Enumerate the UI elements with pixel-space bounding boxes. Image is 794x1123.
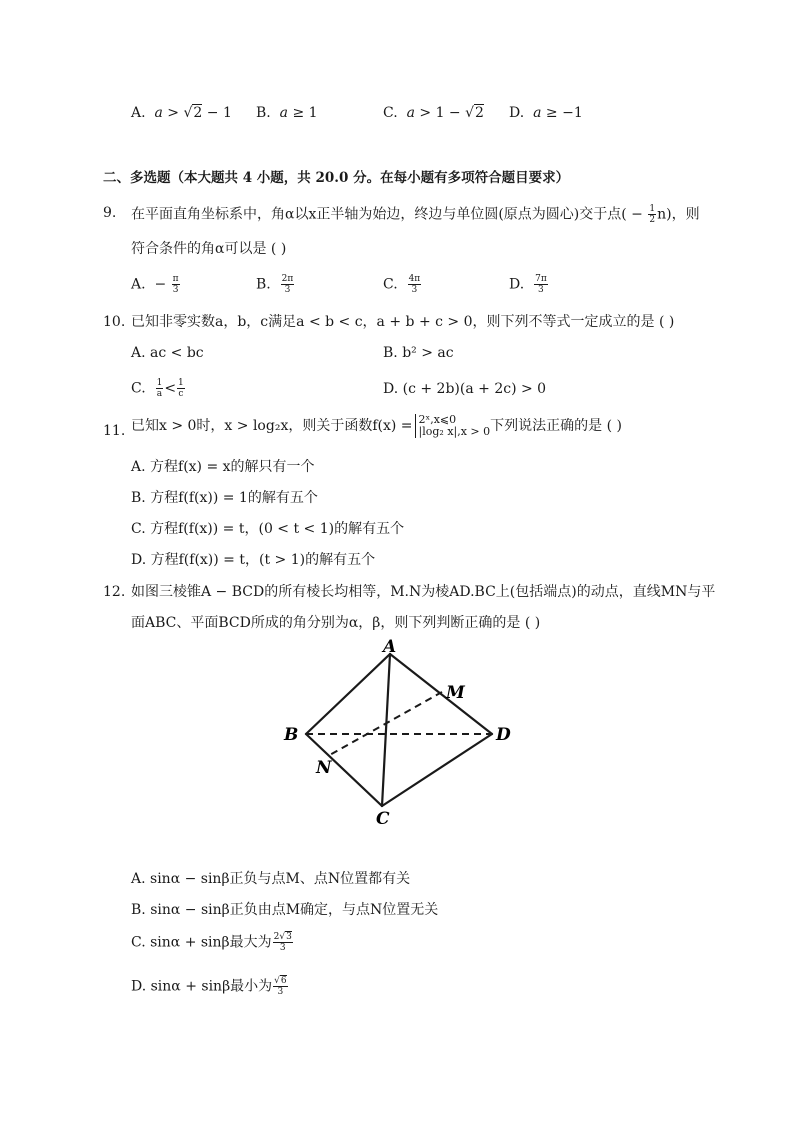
q10-option-c: C. $\frac{1}{a}$ < $\frac{1}{c}$ <box>131 378 184 399</box>
label-n: N <box>316 758 332 778</box>
label-m: M <box>446 683 465 703</box>
q9-option-d: D. $\frac{7\pi}{3}$ <box>509 274 547 295</box>
q10-stem: 已知非零实数a，b，c满足a < b < c，a + b + c > 0，则下列不等式一定成立的是 ( ) <box>131 314 675 330</box>
q12-line1: 如图三棱锥A − BCD的所有棱长均相等，M.N为棱AD.BC上(包括端点)的动点，直线MN与平 <box>131 584 716 600</box>
q9-number: 9. <box>103 205 117 221</box>
edge-ac <box>382 654 390 806</box>
q11-option-d: D. 方程f(f(x)) = t，(t > 1)的解有五个 <box>131 552 376 568</box>
q12-option-d: D. sinα + sinβ最小为 $\frac{√6}{3}$ <box>131 976 287 997</box>
q9-option-a: A. − $\frac{\pi}{3}$ <box>131 274 179 295</box>
q12-option-c: C. sinα + sinβ最大为 $\frac{2√3}{3}$ <box>131 932 292 953</box>
label-a: A <box>383 637 397 657</box>
q8-option-a: A. a > √2 − 1 <box>131 105 232 121</box>
q9-option-c: C. $\frac{4\pi}{3}$ <box>383 274 421 295</box>
label-c: C <box>376 809 390 829</box>
q8-option-d: D. a ≥ −1 <box>509 105 583 121</box>
q12-line2: 面ABC、平面BCD所成的角分别为α，β，则下列判断正确的是 ( ) <box>131 615 541 631</box>
q11-number: 11. <box>103 423 126 439</box>
q9-option-b: B. $\frac{2\pi}{3}$ <box>256 274 294 295</box>
q11-stem: 已知x > 0时，x > log₂x，则关于函数f(x) = 2ˣ,x⩽0 |log₂ x|,x > 0 下列说法正确的是 ( ) <box>131 413 622 438</box>
q10-option-a: A. ac < bc <box>131 345 204 361</box>
q9-line1: 在平面直角坐标系中，角α以x正半轴为始边，终边与单位圆(原点为圆心)交于点( − $\frac{1}{2}$ n)，则 <box>131 204 700 225</box>
q8-option-b: B. a ≥ 1 <box>256 105 318 121</box>
edge-cd <box>382 734 492 806</box>
label-d: D <box>496 725 511 745</box>
section-title: 二、多选题（本大题共 4 小题，共 20.0 分。在每小题有多项符合题目要求） <box>103 170 570 186</box>
q12-number: 12. <box>103 584 126 600</box>
q10-option-d: D. (c + 2b)(a + 2c) > 0 <box>383 381 547 397</box>
label-b: B <box>284 725 299 745</box>
q11-option-c: C. 方程f(f(x)) = t，(0 < t < 1)的解有五个 <box>131 521 405 537</box>
q11-option-b: B. 方程f(f(x)) = 1的解有五个 <box>131 490 318 506</box>
edge-ab <box>306 654 390 734</box>
q11-piecewise: 2ˣ,x⩽0 |log₂ x|,x > 0 <box>415 414 491 438</box>
q9-line2: 符合条件的角α可以是 ( ) <box>131 241 287 257</box>
q10-number: 10. <box>103 314 126 330</box>
q10-option-b: B. b² > ac <box>383 345 454 361</box>
q12-option-b: B. sinα − sinβ正负由点M确定，与点N位置无关 <box>131 902 439 918</box>
tetrahedron-figure <box>270 636 530 832</box>
q11-option-a: A. 方程f(x) = x的解只有一个 <box>131 459 315 475</box>
q8-option-c: C. a > 1 − √2 <box>383 105 484 121</box>
q12-option-a: A. sinα − sinβ正负与点M、点N位置都有关 <box>131 871 411 887</box>
edge-ad <box>390 654 492 734</box>
